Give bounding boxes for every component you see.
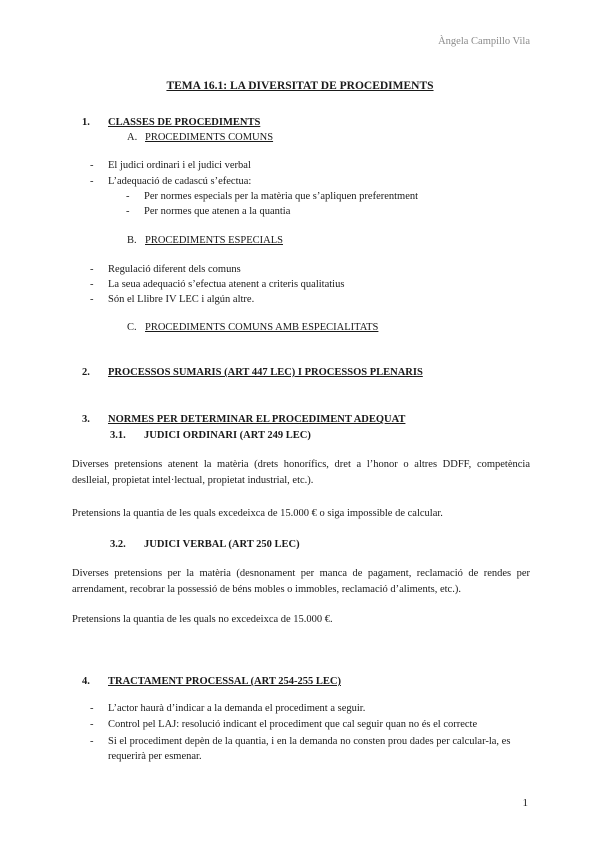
paragraph: Diverses pretensions per la matèria (desnonament per manca de pagament, reclamació de rendes per arrendament, recobrar la possessió de béns mobles o immobles, reclamació d’aliments, etc.). bbox=[72, 568, 530, 596]
section-number: 4. bbox=[82, 676, 90, 687]
page-number: 1 bbox=[522, 797, 528, 809]
list-item bbox=[90, 734, 530, 764]
subsection-3-2-heading bbox=[110, 539, 300, 552]
bullet-dash: - bbox=[90, 703, 94, 714]
list-item-text: Si el procediment depèn de la quantia, i en la demanda no consten prou dades per calcular-la, es requerirà per esmenar. bbox=[108, 736, 511, 763]
list-item bbox=[90, 703, 366, 716]
section-1-heading bbox=[82, 117, 261, 130]
list-item-text: Per normes especials per la matèria que s’apliquen preferentment bbox=[144, 191, 419, 202]
section-title: CLASSES DE PROCEDIMENTS bbox=[108, 117, 261, 128]
section-number: 1. bbox=[82, 117, 90, 128]
subsection-b-heading bbox=[127, 235, 283, 248]
subsection-number: 3.2. bbox=[110, 539, 126, 550]
list-item bbox=[90, 160, 251, 173]
subsection-letter: B. bbox=[127, 235, 137, 246]
bullet-dash: - bbox=[90, 176, 94, 187]
paragraph: Pretensions la quantia de les quals no excedeixca de 15.000 €. bbox=[72, 614, 333, 625]
author-header: Àngela Campillo Vila bbox=[438, 36, 530, 47]
list-subitem bbox=[126, 206, 291, 219]
subsection-title: PROCEDIMENTS COMUNS AMB ESPECIALITATS bbox=[145, 322, 379, 333]
section-4-heading bbox=[82, 676, 341, 689]
list-item bbox=[90, 279, 345, 292]
paragraph: Pretensions la quantia de les quals excedeixca de 15.000 € o siga impossible de calcular. bbox=[72, 508, 443, 519]
subsection-a-heading bbox=[127, 132, 274, 145]
list-item-text: Regulació diferent dels comuns bbox=[108, 264, 241, 275]
document-title: TEMA 16.1: LA DIVERSITAT DE PROCEDIMENTS bbox=[166, 80, 434, 92]
subsection-title: JUDICI VERBAL (ART 250 LEC) bbox=[144, 539, 300, 550]
bullet-dash: - bbox=[90, 279, 94, 290]
list-item-text: Control pel LAJ: resolució indicant el procediment que cal seguir quan no és el correcte bbox=[108, 719, 478, 730]
subsection-letter: A. bbox=[127, 132, 138, 143]
subsection-c-heading bbox=[127, 322, 379, 335]
list-subitem bbox=[126, 191, 419, 204]
bullet-dash: - bbox=[90, 264, 94, 275]
bullet-dash: - bbox=[90, 160, 94, 171]
list-item-text: El judici ordinari i el judici verbal bbox=[108, 160, 251, 171]
subsection-letter: C. bbox=[127, 322, 137, 333]
section-3-heading bbox=[82, 414, 406, 427]
section-title: PROCESSOS SUMARIS (ART 447 LEC) I PROCESSOS PLENARIS bbox=[108, 367, 423, 378]
section-number: 3. bbox=[82, 414, 90, 425]
subsection-title: PROCEDIMENTS ESPECIALS bbox=[145, 235, 283, 246]
list-item-text: La seua adequació s’efectua atenent a criteris qualitatius bbox=[108, 279, 345, 290]
subsection-title: JUDICI ORDINARI (ART 249 LEC) bbox=[144, 430, 311, 441]
list-item bbox=[90, 294, 255, 307]
bullet-dash: - bbox=[126, 191, 130, 202]
subsection-title: PROCEDIMENTS COMUNS bbox=[145, 132, 274, 143]
bullet-dash: - bbox=[90, 736, 94, 747]
subsection-number: 3.1. bbox=[110, 430, 126, 441]
list-item-text: Per normes que atenen a la quantia bbox=[144, 206, 291, 217]
list-item-text: L’actor haurà d’indicar a la demanda el procediment a seguir. bbox=[108, 703, 366, 714]
list-item bbox=[90, 264, 241, 277]
list-item bbox=[90, 719, 478, 732]
section-2-heading bbox=[82, 367, 423, 380]
section-title: TRACTAMENT PROCESSAL (ART 254-255 LEC) bbox=[108, 676, 341, 687]
section-number: 2. bbox=[82, 367, 90, 378]
bullet-dash: - bbox=[90, 719, 94, 730]
list-item-text: Són el Llibre IV LEC i algún altre. bbox=[108, 294, 255, 305]
bullet-dash: - bbox=[126, 206, 130, 217]
list-item-text: L’adequació de cadascú s’efectua: bbox=[108, 176, 252, 187]
bullet-dash: - bbox=[90, 294, 94, 305]
list-item bbox=[90, 176, 252, 189]
subsection-3-1-heading bbox=[110, 430, 311, 443]
paragraph: Diverses pretensions atenent la matèria (drets honorífics, dret a l’honor o altres DDFF, competència deslleial, propietat intel·lectual, propietat industrial, etc.). bbox=[72, 459, 530, 487]
section-title: NORMES PER DETERMINAR EL PROCEDIMENT ADEQUAT bbox=[108, 414, 406, 425]
